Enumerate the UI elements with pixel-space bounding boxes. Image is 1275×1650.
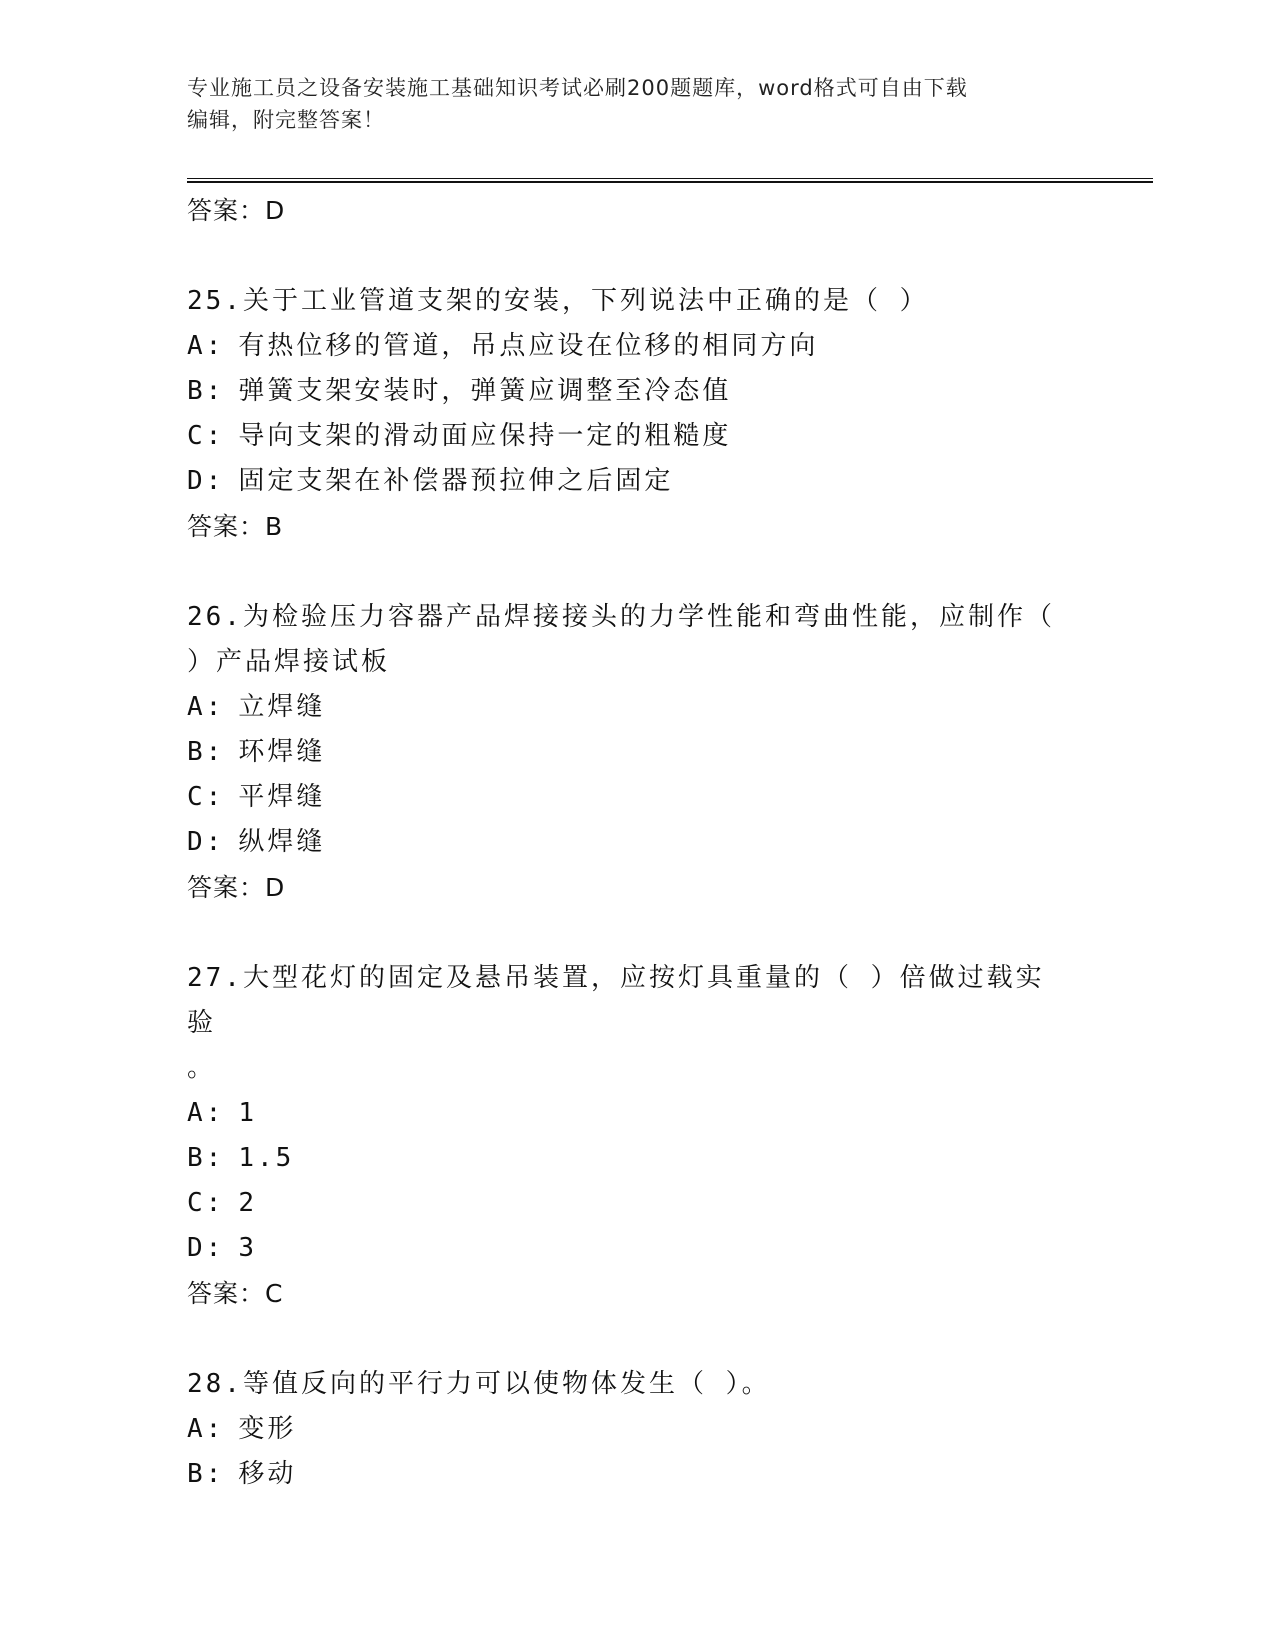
option-letter: D: <box>187 827 225 857</box>
option-a <box>187 685 1087 730</box>
question-stem-line: ）产品焊接试板 <box>187 647 391 677</box>
answer-line: 答案：B <box>187 512 284 541</box>
previous-answer: 答案：D <box>187 196 286 225</box>
option-letter: D: <box>187 466 225 496</box>
question-stem-line: 26.为检验压力容器产品焊接接头的力学性能和弯曲性能，应制作（ <box>187 602 1055 632</box>
option-text: 环焊缝 <box>238 737 326 767</box>
question-stem <box>187 956 1057 1091</box>
option-c <box>187 775 1087 820</box>
option-letter: C: <box>187 1188 225 1218</box>
question-list <box>187 188 1087 1497</box>
question-block <box>187 1362 1087 1497</box>
option-d <box>187 820 1087 865</box>
question-stem-line: 27.大型花灯的固定及悬吊装置，应按灯具重量的（ ）倍做过载实验 <box>187 963 1045 1038</box>
option-d <box>187 459 1087 504</box>
question-block <box>187 595 1087 910</box>
option-a <box>187 1407 1087 1452</box>
header-line-2: 编辑，附完整答案！ <box>187 108 385 132</box>
document-header <box>187 72 1067 136</box>
option-text: 弹簧支架安装时，弹簧应调整至冷态值 <box>238 376 732 406</box>
question-stem <box>187 595 1057 685</box>
option-letter: A: <box>187 692 225 722</box>
option-text: 3 <box>238 1233 257 1263</box>
option-text: 立焊缝 <box>238 692 326 722</box>
option-text: 纵焊缝 <box>238 827 326 857</box>
header-divider-thick <box>187 181 1153 183</box>
header-line-1: 专业施工员之设备安装施工基础知识考试必刷200题题库，word格式可自由下载 <box>187 76 968 100</box>
option-text: 变形 <box>238 1414 297 1444</box>
header-divider <box>187 178 1153 179</box>
spacer <box>187 233 1087 279</box>
option-letter: C: <box>187 782 225 812</box>
option-c <box>187 1181 1087 1226</box>
option-text: 导向支架的滑动面应保持一定的粗糙度 <box>238 421 732 451</box>
question-stem <box>187 1362 1057 1407</box>
option-text: 2 <box>238 1188 257 1218</box>
option-c <box>187 414 1087 459</box>
option-text: 有热位移的管道，吊点应设在位移的相同方向 <box>238 331 819 361</box>
option-letter: B: <box>187 376 225 406</box>
option-d <box>187 1226 1087 1271</box>
option-letter: B: <box>187 1143 225 1173</box>
question-stem-line: 25.关于工业管道支架的安装，下列说法中正确的是（ ） <box>187 286 929 316</box>
spacer <box>187 1316 1087 1362</box>
question-stem-line: 28.等值反向的平行力可以使物体发生（ ）。 <box>187 1369 771 1399</box>
option-letter: B: <box>187 1459 225 1489</box>
question-stem-line: 。 <box>187 1053 217 1083</box>
option-letter: A: <box>187 1414 225 1444</box>
option-text: 固定支架在补偿器预拉伸之后固定 <box>238 466 674 496</box>
option-letter: A: <box>187 1098 225 1128</box>
option-b <box>187 369 1087 414</box>
answer-line: 答案：C <box>187 1279 284 1308</box>
option-text: 平焊缝 <box>238 782 326 812</box>
question-block <box>187 956 1087 1316</box>
option-letter: B: <box>187 737 225 767</box>
option-letter: A: <box>187 331 225 361</box>
option-a <box>187 324 1087 369</box>
option-a <box>187 1091 1087 1136</box>
option-b <box>187 730 1087 775</box>
spacer <box>187 549 1087 595</box>
option-letter: D: <box>187 1233 225 1263</box>
option-b <box>187 1136 1087 1181</box>
option-letter: C: <box>187 421 225 451</box>
option-text: 移动 <box>238 1459 297 1489</box>
option-text: 1.5 <box>238 1143 295 1173</box>
option-text: 1 <box>238 1098 257 1128</box>
question-block <box>187 279 1087 549</box>
option-b <box>187 1452 1087 1497</box>
question-stem <box>187 279 1057 324</box>
spacer <box>187 910 1087 956</box>
answer-line: 答案：D <box>187 873 286 902</box>
